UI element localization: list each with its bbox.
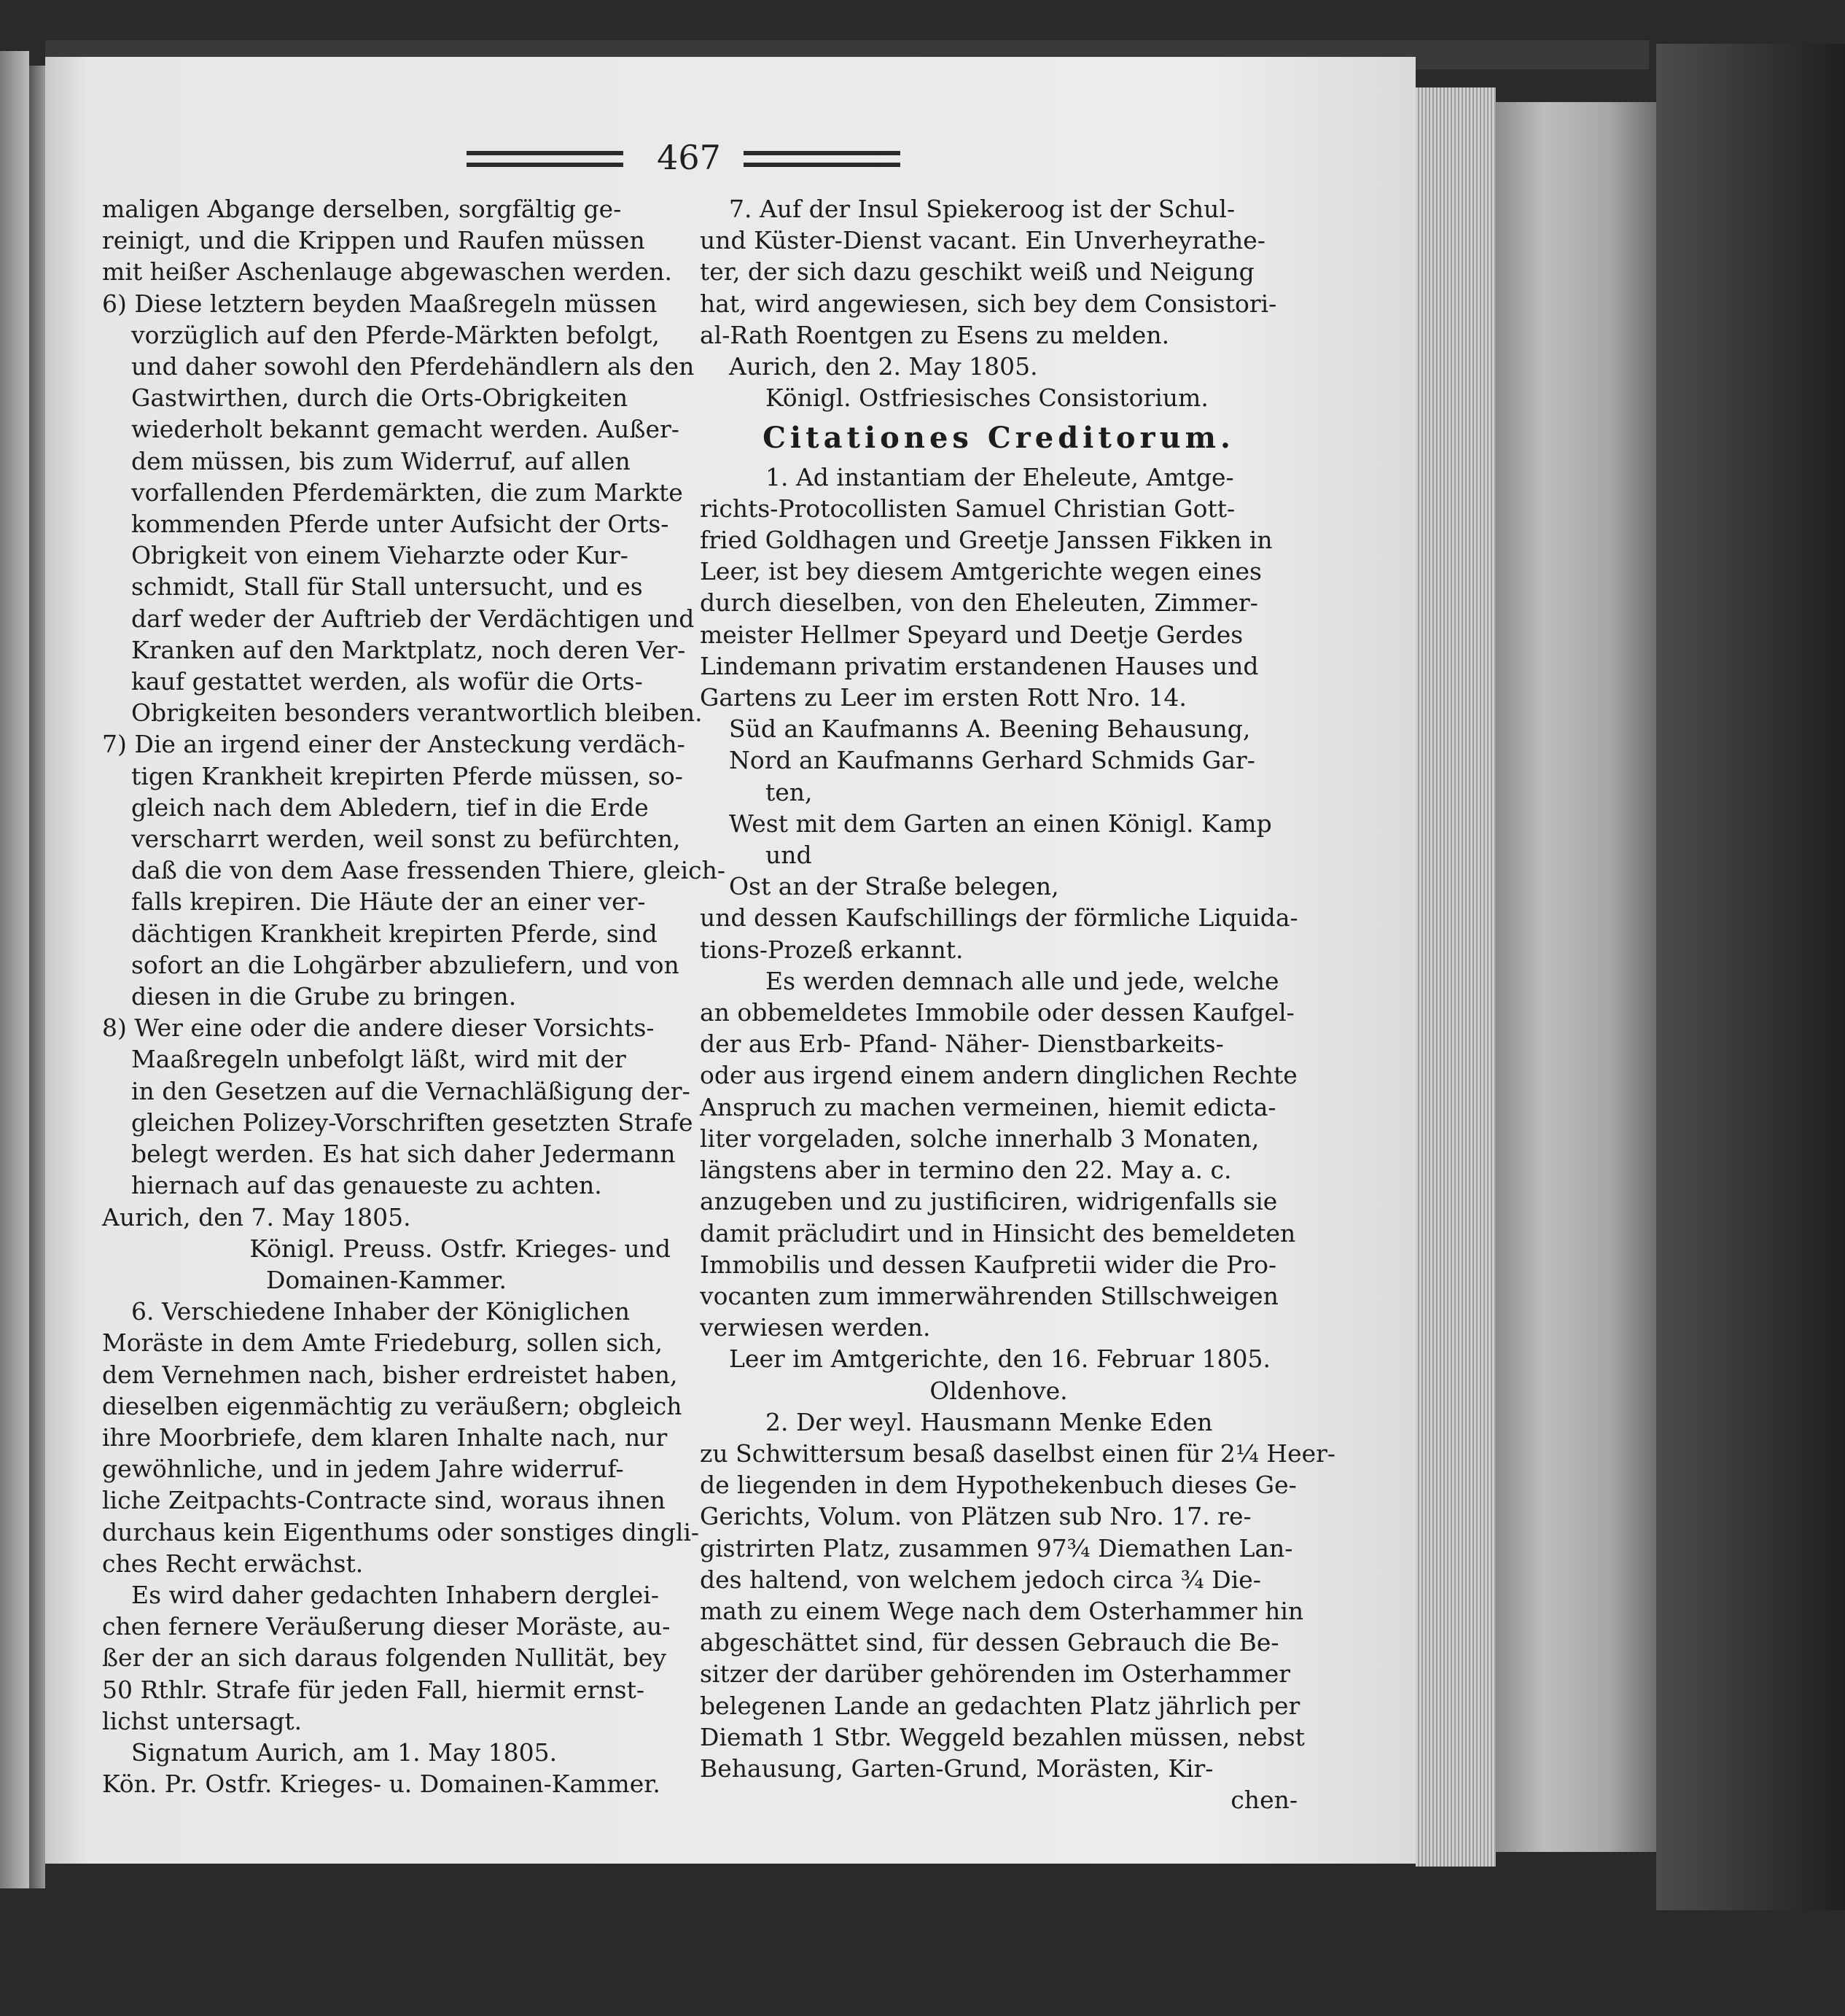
text-line: daß die von dem Aase fressenden Thiere, gleich-: [131, 856, 726, 885]
text-line: Gartens zu Leer im ersten Rott Nro. 14.: [700, 683, 1187, 712]
text-line: chen-: [1230, 1786, 1298, 1815]
text-line: Nord an Kaufmanns Gerhard Schmids Gar-: [729, 746, 1255, 775]
text-line: Obrigkeit von einem Vieharzte oder Kur-: [131, 541, 628, 570]
text-line: Moräste in dem Amte Friedeburg, sollen sich,: [102, 1328, 663, 1358]
text-line: und Küster-Dienst vacant. Ein Unverheyrathe-: [700, 226, 1265, 255]
text-line: verwiesen werden.: [700, 1313, 931, 1342]
text-line: Behausung, Garten-Grund, Morästen, Kir-: [700, 1754, 1214, 1783]
text-line: 2. Der weyl. Hausmann Menke Eden: [765, 1407, 1213, 1436]
text-line: Königl. Ostfriesisches Consistorium.: [765, 384, 1209, 413]
text-line: Gerichts, Volum. von Plätzen sub Nro. 17. re-: [700, 1502, 1252, 1531]
text-line: Kranken auf den Marktplatz, noch deren Ver-: [131, 635, 686, 664]
text-line: chen fernere Veräußerung dieser Moräste, au-: [102, 1612, 671, 1641]
text-line: Gastwirthen, durch die Orts-Obrigkeiten: [131, 384, 628, 413]
page-number: 467: [657, 138, 721, 177]
text-line: belegt werden. Es hat sich daher Jedermann: [131, 1140, 676, 1169]
text-line: schmidt, Stall für Stall untersucht, und es: [131, 572, 643, 602]
book-cover: [1656, 44, 1845, 1910]
header-rule-left: [467, 151, 623, 167]
text-line: fried Goldhagen und Greetje Janssen Fikken in: [700, 526, 1273, 555]
text-line: dem Vernehmen nach, bisher erdreistet haben,: [102, 1360, 678, 1389]
text-line: de liegenden in dem Hypothekenbuch dieses Ge-: [700, 1471, 1297, 1500]
text-line: ten,: [765, 777, 813, 806]
text-line: sofort an die Lohgärber abzuliefern, und von: [131, 950, 679, 979]
text-line: und dessen Kaufschillings der förmliche Liquida-: [700, 903, 1298, 933]
text-line: Signatum Aurich, am 1. May 1805.: [131, 1737, 558, 1767]
text-line: 1. Ad instantiam der Eheleute, Amtge-: [765, 462, 1234, 491]
page-header: [467, 138, 918, 186]
text-line: vorzüglich auf den Pferde-Märkten befolgt,: [131, 320, 660, 349]
text-line: Lindemann privatim erstandenen Hauses und: [700, 651, 1259, 680]
text-line: hiernach auf das genaueste zu achten.: [131, 1171, 602, 1200]
text-line: längstens aber in termino den 22. May a. c.: [700, 1156, 1232, 1185]
text-line: diesen in die Grube zu bringen.: [131, 982, 517, 1011]
text-line: an obbemeldetes Immobile oder dessen Kaufgel-: [700, 998, 1295, 1027]
right-text-column: [700, 193, 1336, 1815]
text-line: 6. Verschiedene Inhaber der Königlichen: [131, 1297, 631, 1326]
text-line: meister Hellmer Speyard und Deetje Gerdes: [700, 620, 1244, 649]
text-line: oder aus irgend einem andern dinglichen Rechte: [700, 1061, 1298, 1090]
text-line: ter, der sich dazu geschikt weiß und Neigung: [700, 257, 1255, 287]
text-line: 6) Diese letztern beyden Maaßregeln müssen: [102, 289, 658, 318]
text-line: Maaßregeln unbefolgt läßt, wird mit der: [131, 1045, 626, 1074]
text-line: damit präcludirt und in Hinsicht des bemeldeten: [700, 1218, 1296, 1248]
text-line: liter vorgeladen, solche innerhalb 3 Monaten,: [700, 1124, 1260, 1153]
text-line: durchaus kein Eigenthums oder sonstiges dingli-: [102, 1517, 700, 1546]
text-line: maligen Abgange derselben, sorgfältig ge-: [102, 195, 622, 223]
text-line: gleichen Polizey-Vorschriften gesetzten Strafe: [131, 1108, 693, 1137]
text-line: Oldenhove.: [929, 1376, 1068, 1405]
text-line: durch dieselben, von den Eheleuten, Zimmer-: [700, 588, 1258, 618]
text-line: Es werden demnach alle und jede, welche: [765, 966, 1279, 995]
text-line: al-Rath Roentgen zu Esens zu melden.: [700, 320, 1170, 349]
text-line: Süd an Kaufmanns A. Beening Behausung,: [729, 715, 1251, 744]
text-line: zu Schwittersum besaß daselbst einen für 2¼ Heer-: [700, 1439, 1336, 1468]
text-line: 8) Wer eine oder die andere dieser Vorsichts-: [102, 1013, 655, 1043]
text-line: liche Zeitpachts-Contracte sind, woraus ihnen: [102, 1486, 666, 1515]
text-line: hat, wird angewiesen, sich bey dem Consistori-: [700, 289, 1277, 318]
text-line: gleich nach dem Abledern, tief in die Erde: [131, 793, 649, 822]
text-line: Domainen-Kammer.: [265, 1265, 507, 1294]
text-line: dächtigen Krankheit krepirten Pferde, sind: [131, 919, 658, 948]
text-line: wiederholt bekannt gemacht werden. Außer-: [131, 415, 679, 444]
text-line: gewöhnliche, und in jedem Jahre widerruf-: [102, 1455, 624, 1484]
text-line: vocanten zum immerwährenden Stillschweigen: [700, 1281, 1279, 1310]
text-line: des haltend, von welchem jedoch circa ¾ Die-: [700, 1565, 1261, 1594]
text-line: in den Gesetzen auf die Vernachläßigung der-: [131, 1076, 690, 1105]
text-line: West mit dem Garten an einen Königl. Kamp: [729, 809, 1272, 838]
text-line: Aurich, den 2. May 1805.: [729, 352, 1038, 381]
text-line: Obrigkeiten besonders verantwortlich bleiben.: [131, 698, 703, 728]
notice-schoolteacher: [700, 193, 1298, 413]
header-rule-right: [744, 151, 900, 167]
text-line: Leer im Amtgerichte, den 16. Februar 1805.: [729, 1344, 1271, 1374]
text-line: Anspruch zu machen vermeinen, hiemit edicta-: [700, 1092, 1276, 1121]
text-line: belegenen Lande an gedachten Platz jährlich per: [700, 1691, 1300, 1720]
text-line: dieselben eigenmächtig zu veräußern; obgleich: [102, 1391, 682, 1420]
text-line: und: [765, 841, 812, 870]
text-line: darf weder der Auftrieb der Verdächtigen und: [131, 604, 695, 633]
text-line: tigen Krankheit krepirten Pferde müssen, so-: [131, 761, 683, 790]
page-block-side: [1496, 102, 1656, 1852]
book-gutter: [29, 66, 45, 1888]
text-line: 7) Die an irgend einer der Ansteckung verdäch-: [102, 730, 685, 759]
left-page-edge: [0, 51, 29, 1888]
text-line: math zu einem Wege nach dem Osterhammer hin: [700, 1596, 1304, 1625]
text-line: verscharrt werden, weil sonst zu befürchten,: [131, 825, 681, 854]
text-line: falls krepiren. Die Häute der an einer ver-: [131, 887, 646, 916]
notice-creditors: [700, 462, 1336, 1816]
text-line: Leer, ist bey diesem Amtgerichte wegen eines: [700, 557, 1262, 586]
text-line: der aus Erb- Pfand- Näher- Dienstbarkeits-: [700, 1030, 1224, 1059]
text-line: ihre Moorbriefe, dem klaren Inhalte nach, nur: [102, 1423, 668, 1452]
text-line: Aurich, den 7. May 1805.: [102, 1202, 411, 1231]
text-line: mit heißer Aschenlauge abgewaschen werden.: [102, 257, 672, 287]
text-line: Ost an der Straße belegen,: [729, 872, 1059, 901]
text-line: reinigt, und die Krippen und Raufen müssen: [102, 226, 645, 255]
text-line: anzugeben und zu justificiren, widrigenfalls sie: [700, 1187, 1278, 1216]
text-line: Kön. Pr. Ostfr. Krieges- u. Domainen-Kammer.: [102, 1770, 660, 1799]
text-line: richts-Protocollisten Samuel Christian Gott-: [700, 494, 1236, 523]
text-line: Immobilis und dessen Kaufpretii wider die Pro-: [700, 1250, 1277, 1279]
text-line: 50 Rthlr. Strafe für jeden Fall, hiermit ernst-: [102, 1675, 644, 1704]
text-line: ches Recht erwächst.: [102, 1549, 364, 1578]
left-text-column: [102, 193, 726, 1799]
text-line: und daher sowohl den Pferdehändlern als den: [131, 352, 695, 381]
text-line: kauf gestattet werden, als wofür die Orts-: [131, 667, 643, 696]
text-line: Es wird daher gedachten Inhabern derglei-: [131, 1580, 660, 1609]
text-line: dem müssen, bis zum Widerruf, auf allen: [131, 446, 631, 475]
text-line: tions-Prozeß erkannt.: [700, 935, 964, 964]
text-line: lichst untersagt.: [102, 1706, 303, 1735]
page-block-edge: [1416, 87, 1496, 1867]
section-heading: Citationes Creditorum.: [762, 421, 1235, 456]
text-line: kommenden Pferde unter Aufsicht der Orts-: [131, 510, 669, 539]
text-line: abgeschättet sind, für dessen Gebrauch die Be-: [700, 1628, 1279, 1657]
text-line: Königl. Preuss. Ostfr. Krieges- und: [249, 1234, 671, 1263]
text-line: gistrirten Platz, zusammen 97¾ Diemathen Lan-: [700, 1533, 1293, 1562]
text-line: ßer der an sich daraus folgenden Nullität, bey: [102, 1643, 667, 1673]
text-line: 7. Auf der Insul Spiekeroog ist der Schul-: [729, 195, 1236, 223]
text-line: Diemath 1 Stbr. Weggeld bezahlen müssen, nebst: [700, 1722, 1305, 1751]
text-line: sitzer der darüber gehörenden im Osterhammer: [700, 1659, 1291, 1689]
text-line: vorfallenden Pferdemärkten, die zum Markte: [131, 478, 683, 507]
